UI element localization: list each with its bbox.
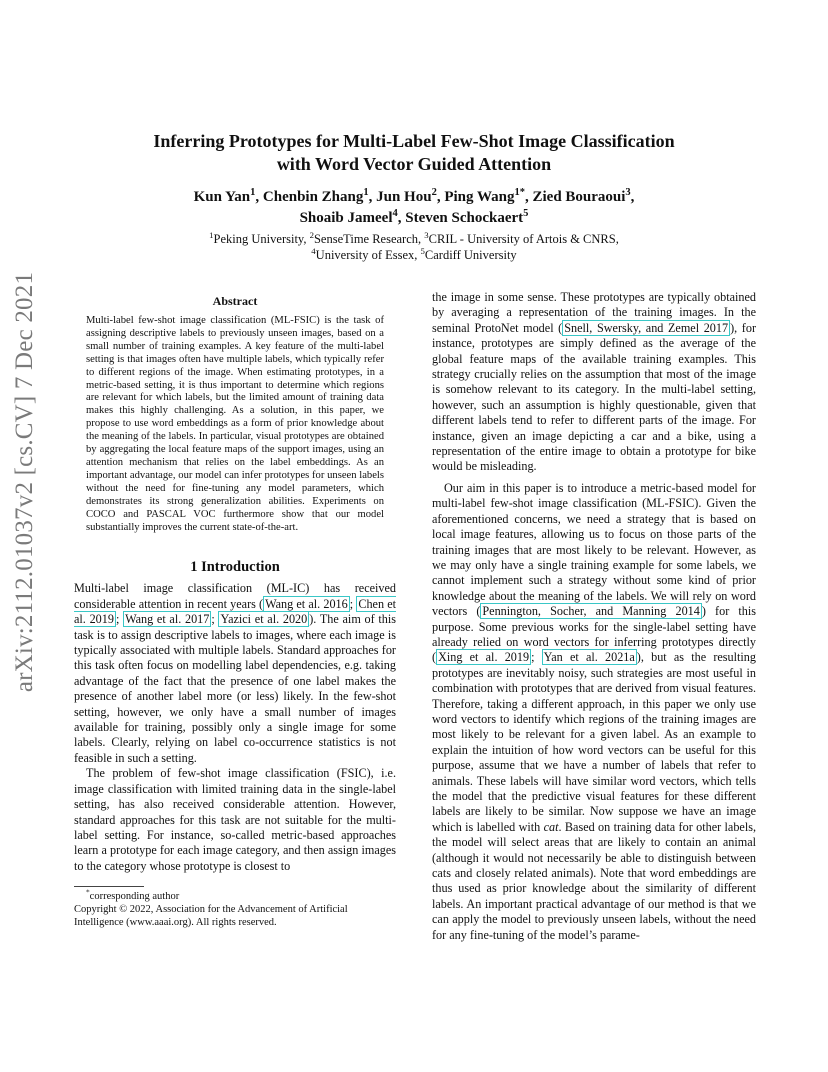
author-affil-mark: 2 <box>431 187 437 198</box>
authors-line-1: Kun Yan$^1$, Chenbin Zhang$^1$, Jun Hou$^2$, Ping Wang$^{1*}$, Zied Bouraoui$^3$, <box>193 187 635 205</box>
paper-title <box>74 130 754 176</box>
footnote-text: corresponding author <box>89 891 180 903</box>
title-line-2: with Word Vector Guided Attention <box>276 154 552 174</box>
citation-link[interactable]: Snell, Swersky, and Zemel 2017 <box>564 320 729 335</box>
affil-text: University of Essex, <box>315 248 421 262</box>
author-name: Steven Schockaert <box>405 210 524 226</box>
right-paragraph-2 <box>432 481 756 943</box>
body-text: ). The aim of this task is to assign descriptive labels to images, where each image is typically associated with multiple labels. Standard approaches for this task often focus on modelling label dependencies, e.g. taking advantage of the fact that the presence of one label makes the presence of another label more (or less) likely. In the few-shot setting, however, we only have a small number of images available for training, possibly only a single image for some labels. Clearly, relying on label co-occurrence statistics is not feasible in such a setting. <box>74 612 397 765</box>
author-list <box>74 187 754 229</box>
affil-mark: 5 <box>420 245 425 256</box>
intro-paragraph-2: The problem of few-shot image classification (FSIC), i.e. image classification with limited training data in the single-label setting, has also received considerable attention. However, standard approaches for this task are not suitable for the multi-label setting. For instance, so-called metric-based approaches learn a prototype for each image category, and then assign images to the category whose prototype is closest to <box>74 766 396 873</box>
author-affil-mark: 3 <box>625 187 631 198</box>
author-name: Jun Hou <box>376 189 432 205</box>
affil-mark: 2 <box>309 229 314 240</box>
author-affil-mark: 5 <box>523 208 529 219</box>
affil-mark: 1 <box>209 229 214 240</box>
author-name: Chenbin Zhang <box>262 189 364 205</box>
section-heading-introduction: 1 Introduction <box>190 559 280 576</box>
footnote-mark: * <box>86 887 90 897</box>
title-line-1: Inferring Prototypes for Multi-Label Few-Shot Image Classification <box>153 131 675 151</box>
abstract-text: Multi-label few-shot image classification (ML-FSIC) is the task of assigning descriptive labels to previously unseen images, based on a small number of training examples. A key feature of the multi-label setting is that images often have multiple labels, which typically refer to different regions of the image. When estimating prototypes, in a metric-based setting, it is thus important to determine which regions are relevant for which labels, but the limited amount of training data makes this highly challenging. As a solution, in this paper, we propose to use word embeddings as a form of prior knowledge about the meaning of the labels. In particular, visual prototypes are obtained by aggregating the local feature maps of the support images, using an attention mechanism that relies on the label embeddings. As an important advantage, our model can infer prototypes for unseen labels without the need for fine-tuning any model parameters, which demonstrates its strong generalization abilities. Experiments on COCO and PASCAL VOC furthermore show that our model substantially improves the current state-of-the-art. <box>86 315 384 533</box>
affil-text: SenseTime Research, <box>313 232 425 246</box>
body-text: the image in some sense. These prototypes are typically obtained by averaging a representation of the training images. In the seminal ProtoNet model ( <box>432 290 756 335</box>
affil-text: Peking University, <box>213 232 310 246</box>
affil-mark: 4 <box>311 245 316 256</box>
body-text: Multi-label image classification (ML-IC) has received considerable attention in recent years ( <box>74 581 396 611</box>
arxiv-identifier: arXiv:2112.01037v2 [cs.CV] 7 Dec 2021 <box>11 271 38 693</box>
citation-link[interactable]: Xing et al. 2019 <box>438 650 530 665</box>
body-text: ; <box>115 612 124 627</box>
body-text: ; <box>349 596 357 611</box>
citation-link[interactable]: Wang et al. 2016 <box>265 596 348 611</box>
author-affil-mark: 4 <box>392 208 398 219</box>
body-text: ), for instance, prototypes are simply defined as the average of the global feature maps of the available training examples. This strategy crucially relies on the assumption that most of the image is somehow relevant to its category. In the multi-label setting, however, such an assumption is highly questionable, given that different labels tend to refer to different parts of the image. For instance, given an image depicting a car and a bike, using a representation of the entire image to obtain a prototype for bike would be misleading. <box>432 320 757 474</box>
author-name: Kun Yan <box>193 189 251 205</box>
copyright-notice: Copyright © 2022, Association for the Advancement of Artificial Intelligence (www.aaai.org). All rights reserved. <box>74 904 348 929</box>
citation-link[interactable]: Chen et al. 2019 <box>74 596 397 627</box>
author-name: Shoaib Jameel <box>299 210 393 226</box>
body-text: ; <box>211 612 219 627</box>
authors-line-2: Shoaib Jameel$^4$, Steven Schockaert$^5$ <box>299 208 529 226</box>
citation-link[interactable]: Wang et al. 2017 <box>125 612 210 627</box>
affiliations-line-2 <box>74 247 754 263</box>
citation-link[interactable]: Yazici et al. 2020 <box>220 612 308 627</box>
author-name: Zied Bouraoui <box>532 189 626 205</box>
author-affil-mark: 1 <box>363 187 369 198</box>
affil-text: CRIL - University of Artois & CNRS, <box>428 232 619 246</box>
right-column <box>432 290 756 943</box>
arxiv-sidebar-stamp <box>2 271 48 693</box>
intro-paragraph-1 <box>74 581 396 766</box>
footnote <box>86 887 396 903</box>
abstract-heading: Abstract <box>212 294 258 308</box>
author-affil-mark: 1* <box>514 187 525 198</box>
affil-mark: 3 <box>424 229 429 240</box>
citation-link[interactable]: Pennington, Socher, and Manning 2014 <box>482 604 700 619</box>
citation-link[interactable]: Yan et al. 2021a <box>543 650 635 665</box>
footnote-rule <box>74 886 144 887</box>
author-affil-mark: 1 <box>250 187 256 198</box>
emphasis-text: cat <box>543 819 559 834</box>
author-name: Ping Wang <box>444 189 515 205</box>
body-text: ; <box>531 650 542 665</box>
body-text: . Based on training data for other labels, the model will select areas that are likely to contain an animal (although it would not necessarily be able to distinguish between cats and closely related animals). Note that word embeddings are thus used as prior knowledge about the similarity of different labels. An important practical advantage of our method is that we can apply the model to previously unseen labels, without the need for any fine-tuning of the model’s parame- <box>432 819 756 942</box>
body-text: Our aim in this paper is to introduce a metric-based model for multi-label few-shot image classification (ML-FSIC). Given the aforementioned concerns, we need a strategy that is based on local image features, allowing us to focus on those parts of the training images that are most likely to be relevant. However, as we may only have a single training example for some labels, we cannot implement such a strategy without some kind of prior knowledge about the meaning of the labels. We will rely on word vectors ( <box>432 480 756 619</box>
left-column <box>74 293 396 929</box>
affiliations-line-1 <box>74 231 754 247</box>
body-text: ), but as the resulting prototypes are inevitably noisy, such strategies are most useful in combination with prototypes that are derived from visual features. Therefore, taking a different approach, in this paper we only use word vectors to identify which regions of the training images are most likely to be relevant for a given label. As an example to explain the intuition of how word vectors can be useful for this purpose, assume that we have a number of labels that refer to animals. These labels will have similar word vectors, which tells the model that the predictive visual features for these different labels are likely to be similar. Now suppose we have an image which is labelled with <box>432 650 756 834</box>
right-paragraph-1 <box>432 290 756 475</box>
affiliations <box>74 231 754 263</box>
affil-text: Cardiff University <box>424 248 517 262</box>
body-text: ) for this purpose. Some previous works for the single-label setting have already relied on word vectors for inferring prototypes directly ( <box>432 604 756 665</box>
